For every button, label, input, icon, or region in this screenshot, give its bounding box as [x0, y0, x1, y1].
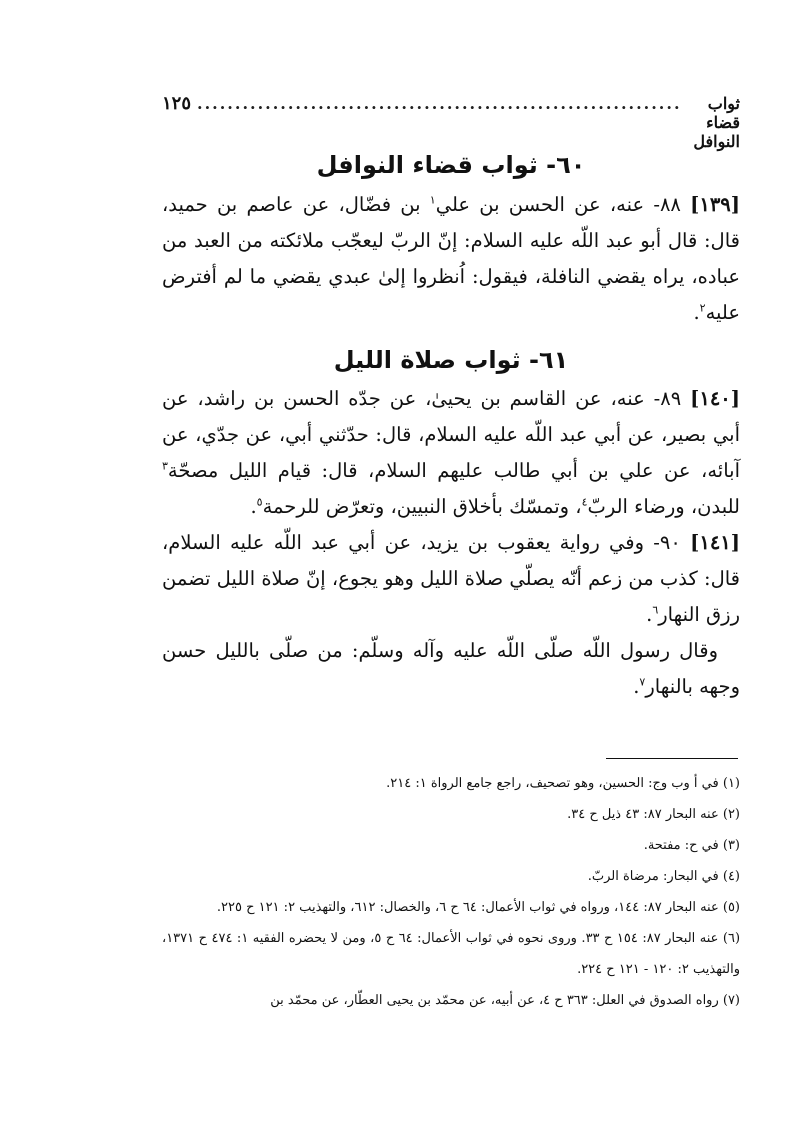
page-number: ١٢٥	[162, 93, 192, 114]
hadith-text: .	[250, 495, 257, 518]
hadith-text: بن فضّال، عن عاصم بن حميد، قال: قال أبو عبد اللّه عليه السلام: إنّ الربّ ليعجّب ملائكته من العبد من عباده، يراه يقضي النافلة، فيقول: اُنظروا إلىٰ عبدي يقضي ما لم أفترض عليه	[162, 193, 740, 324]
leader-dots: ................................................................	[197, 94, 682, 113]
hadith-text: وقال رسول اللّه صلّى اللّه عليه وآله وسلّم: من صلّى بالليل حسن وجهه بالنهار	[162, 639, 740, 698]
footnote-ref: ٤	[581, 495, 588, 509]
hadith-text: للبدن، ورضاء الربّ	[587, 495, 740, 518]
footnote-ref: ٧	[639, 675, 646, 689]
footnote-3: (٣) في ح: مفتحة.	[643, 838, 740, 853]
footnote-ref: ٣	[162, 459, 168, 473]
hadith-139	[162, 187, 740, 331]
hadith-text: .	[693, 301, 700, 324]
footnote-separator	[606, 758, 738, 759]
footnote-2: (٢) عنه البحار ٨٧: ٤٣ ذيل ح ٣٤.	[567, 807, 740, 822]
running-head	[162, 93, 740, 151]
hadith-text: .	[633, 675, 640, 698]
running-head-title: ثواب قضاء النوافل	[693, 94, 740, 151]
hadith-text: .	[646, 603, 653, 626]
footnote-7: (٧) رواه الصدوق في العلل: ٣٦٣ ح ٤، عن أبيه، عن محمّد بن يحيى العطّار، عن محمّد بن	[270, 993, 740, 1008]
section-heading-60: ٦٠- ثواب قضاء النوافل	[316, 151, 586, 179]
footnote-1: (١) في أ وب وج: الحسين، وهو تصحيف، راجع جامع الرواة ١: ٢١٤.	[386, 776, 740, 791]
hadith-141-continued	[162, 633, 740, 705]
footnote-ref: ٦	[652, 603, 659, 617]
hadith-text: ٩٠- وفي رواية يعقوب بن يزيد، عن أبي عبد اللّه عليه السلام، قال: كذب من زعم أنّه يصلّي صلاة الليل وهو يجوع، إنّ صلاة الليل تضمن رزق النهار	[162, 531, 740, 626]
footnotes	[162, 768, 740, 1016]
footnote-5: (٥) عنه البحار ٨٧: ١٤٤، ورواه في ثواب الأعمال: ٦٤ ح ٦، والخصال: ٦١٢، والتهذيب ٢: ١٢١ ح ٢٢٥.	[216, 900, 740, 915]
hadith-text: ٨٩- عنه، عن القاسم بن يحيىٰ، عن جدّه الحسن بن راشد، عن أبي بصير، عن أبي عبد اللّه عليه السلام، قال: حدّثني أبي، عن جدّي، عن آبائه، عن علي بن أبي طالب عليهم السلام، قال: قيام الليل مصحّة	[162, 387, 740, 482]
section-61-body	[162, 381, 740, 705]
footnote-4: (٤) في البحار: مرضاة الربّ.	[587, 869, 740, 884]
section-heading-61: ٦١- ثواب صلاة الليل	[333, 346, 569, 374]
hadith-number: [١٤٠]	[690, 387, 741, 410]
section-60-body	[162, 187, 740, 331]
footnote-ref: ٥	[256, 495, 263, 509]
hadith-140	[162, 381, 740, 525]
footnote-6: (٦) عنه البحار ٨٧: ١٥٤ ح ٣٣. وروى نحوه في ثواب الأعمال: ٦٤ ح ٥، ومن لا يحضره الفقيه ١: ٤٧٤ ح ١٣٧١، والتهذيب ٢: ١٢٠ - ١٢١ ح ٢٢٤.	[162, 931, 741, 977]
footnote-ref: ٢	[699, 301, 706, 315]
hadith-text: ٨٨- عنه، عن الحسن بن علي	[435, 193, 691, 216]
hadith-number: [١٤١]	[690, 531, 740, 554]
hadith-141	[162, 525, 740, 633]
hadith-number: [١٣٩]	[690, 193, 740, 216]
hadith-text: ، وتمسّك بأخلاق النبيين، وتعرّض للرحمة	[262, 495, 582, 518]
footnote-ref: ١	[429, 193, 436, 207]
